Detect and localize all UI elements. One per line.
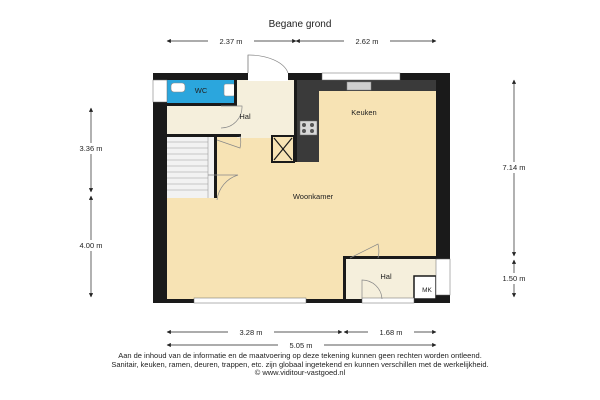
room-label-wc: WC (194, 86, 208, 95)
dim-bottom-total: 5.05 m (289, 341, 313, 350)
kitchen-stove (300, 121, 317, 135)
room-label-hal-top: Hal (239, 112, 251, 121)
disclaimer-line-1: Aan de inhoud van de informatie en de maatvoering op deze tekening kunnen geen rechten worden ontleend. (118, 351, 482, 360)
room-hal-top (237, 80, 296, 138)
room-label-hal-bottom: Hal (380, 272, 392, 281)
kitchen-sink (347, 82, 371, 90)
copyright-link[interactable]: © www.viditour-vastgoed.nl (254, 368, 346, 378)
dim-bottom-right: 1.68 m (379, 328, 403, 337)
room-label-keuken: Keuken (351, 108, 377, 117)
disclaimer (0, 352, 600, 378)
dim-top-right: 2.62 m (355, 37, 379, 46)
dim-top-left: 2.37 m (219, 37, 243, 46)
room-label-mk: MK (422, 287, 432, 294)
room-label-woonkamer: Woonkamer (292, 192, 334, 201)
dim-right-lower: 1.50 m (502, 274, 526, 283)
stairs (167, 136, 217, 198)
dim-bottom-left: 3.28 m (239, 328, 263, 337)
plan-title: Begane grond (268, 19, 332, 30)
dim-left-lower: 4.00 m (79, 241, 103, 250)
dim-right-upper: 7.14 m (502, 163, 526, 172)
disclaimer-line-2: Sanitair, keuken, ramen, deuren, trappen, etc. zijn globaal ingetekend en kunnen verschillen met de werkelijkheid. (111, 359, 489, 369)
dim-left-upper: 3.36 m (79, 144, 103, 153)
